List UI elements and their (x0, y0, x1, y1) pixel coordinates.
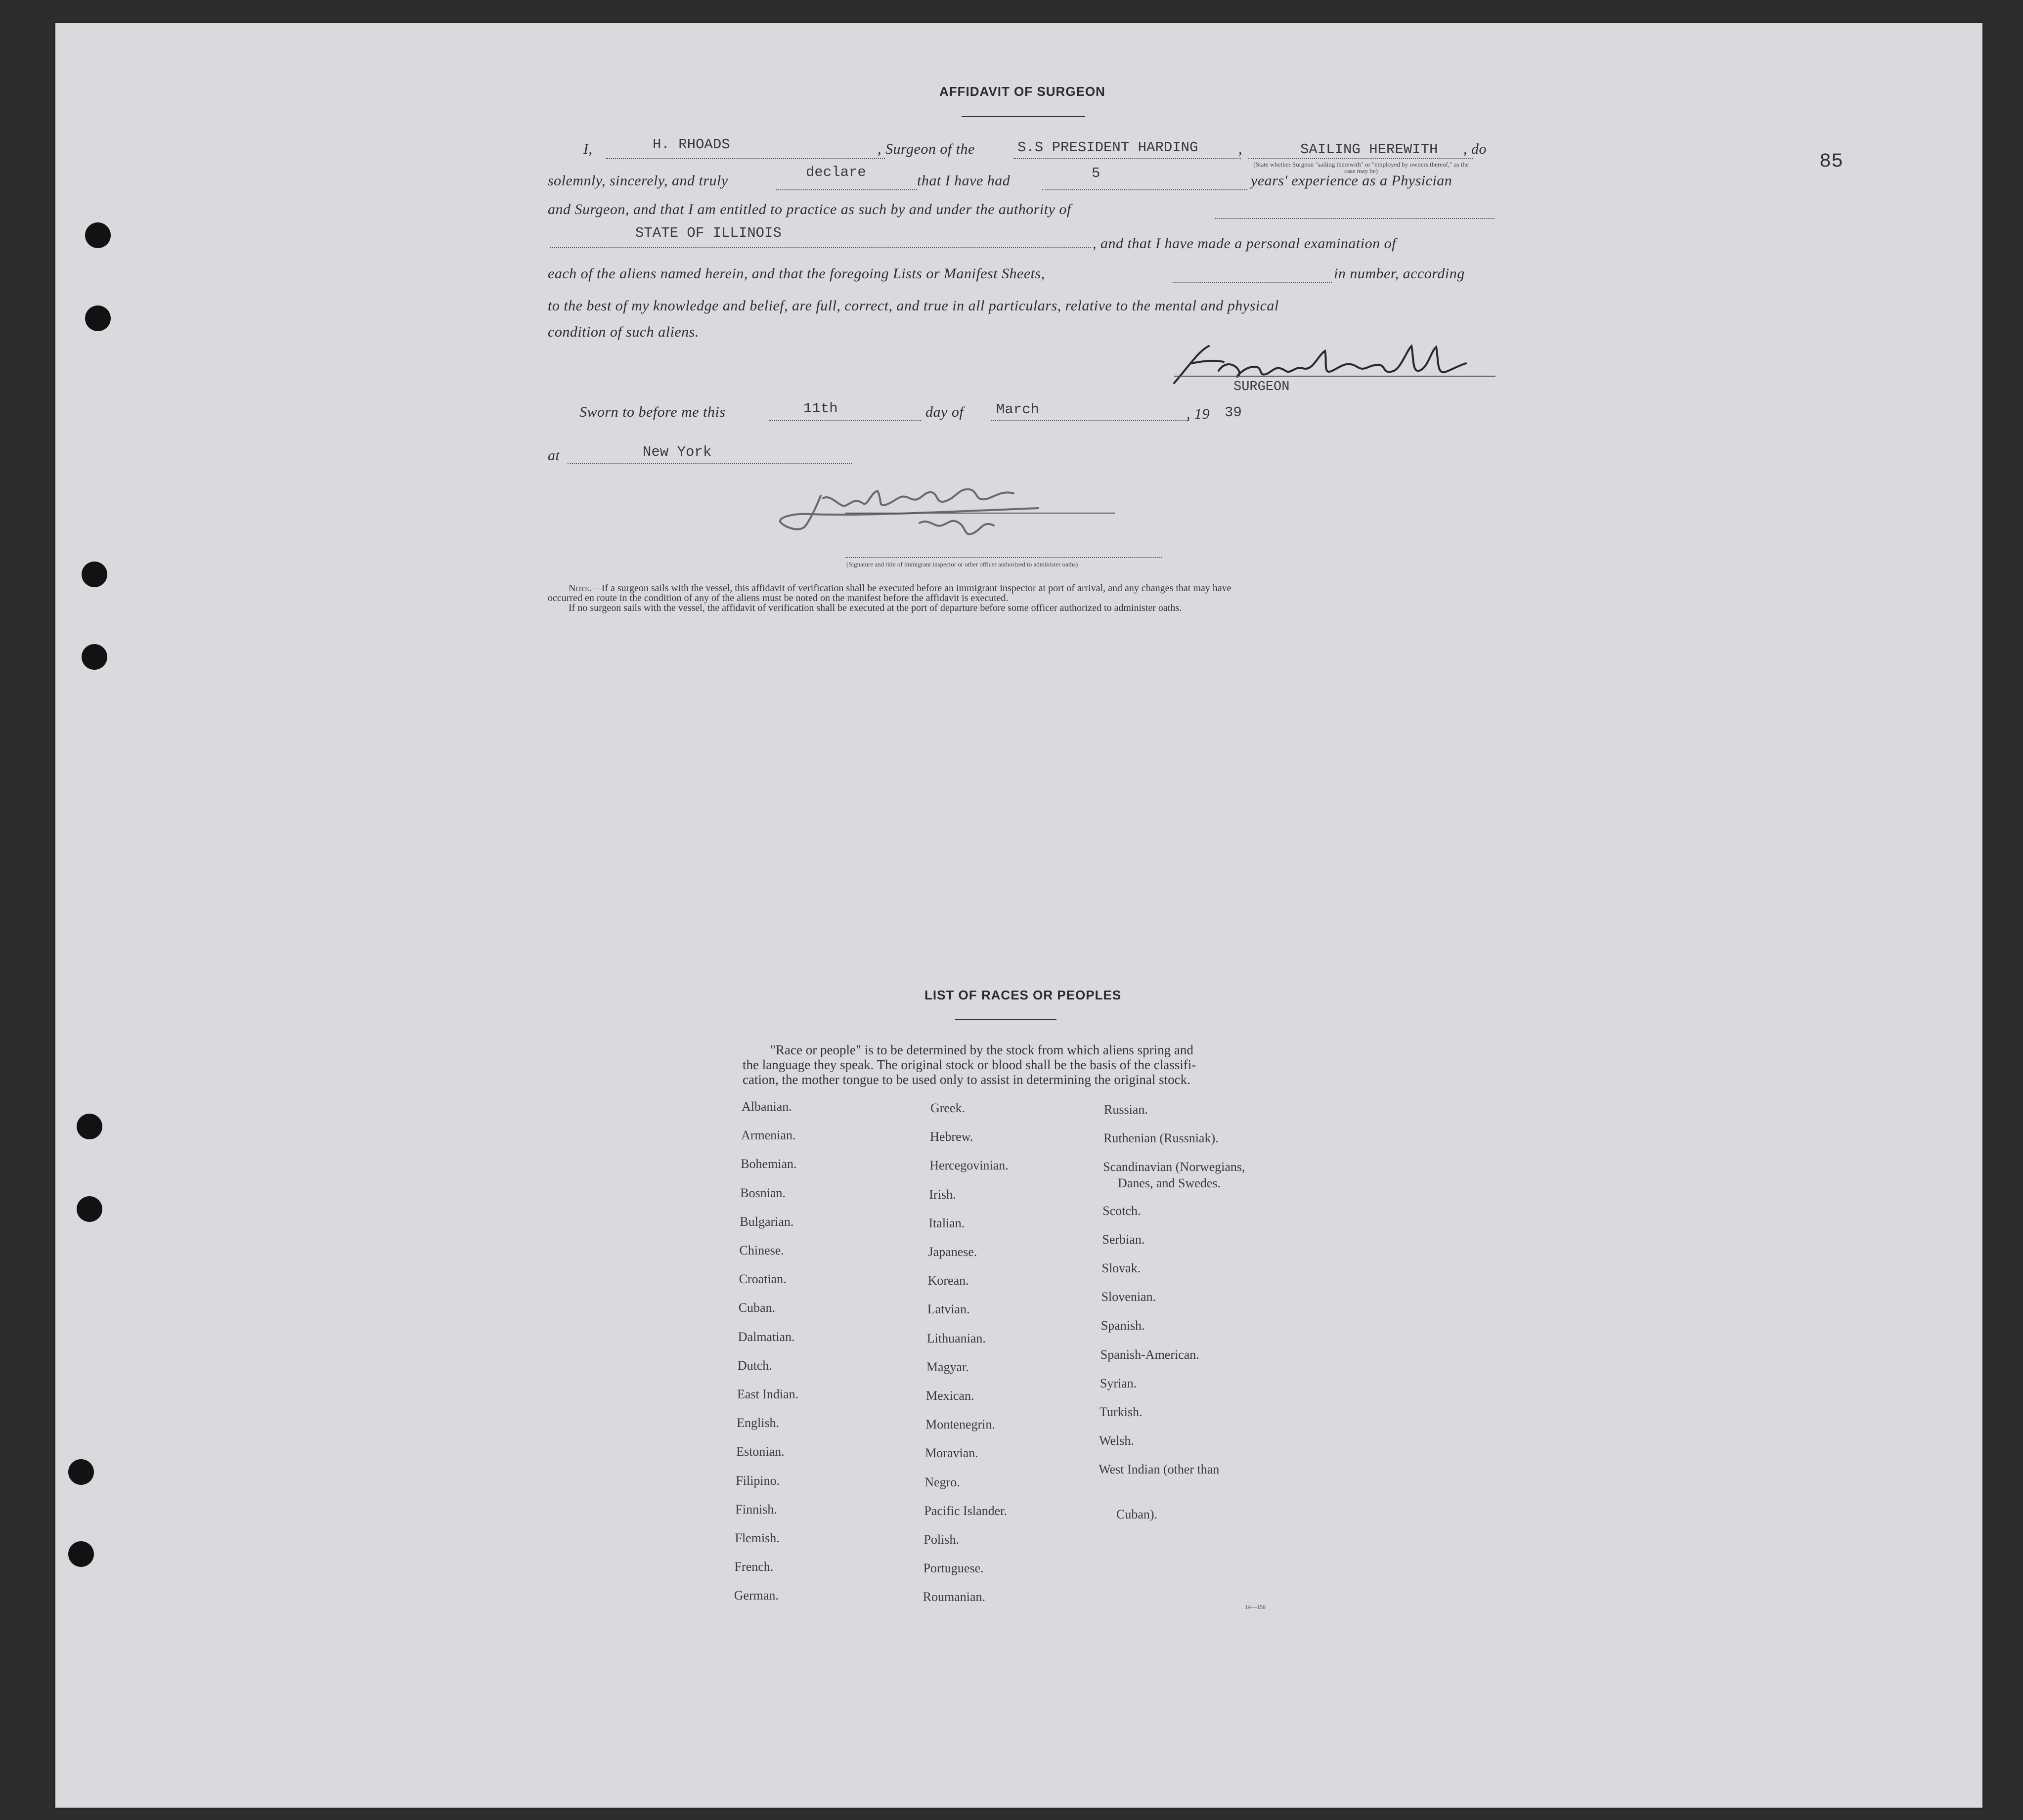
race-item: Dutch. (737, 1358, 772, 1373)
sailing-status-field: SAILING HEREWITH (1300, 141, 1438, 158)
race-item: Negro. (924, 1474, 960, 1489)
race-item: Armenian. (741, 1128, 796, 1143)
affidavit-text: years' experience as a Physician (1251, 173, 1452, 189)
race-item: Turkish. (1099, 1405, 1143, 1419)
note-line (569, 583, 1231, 594)
race-item: Hebrew. (930, 1129, 973, 1144)
race-item: Spanish-American. (1100, 1347, 1199, 1362)
fill-line (1013, 158, 1241, 159)
note-label: Note. (569, 583, 592, 594)
affidavit-text: solemnly, sincerely, and truly (548, 173, 728, 189)
race-item: Montenegrin. (925, 1417, 995, 1432)
binder-hole (68, 1459, 94, 1485)
race-item: Pacific Islander. (924, 1503, 1007, 1518)
binder-hole (85, 222, 111, 248)
race-item: Estonian. (736, 1444, 785, 1459)
years-field: 5 (1092, 165, 1100, 181)
race-item: Bohemian. (741, 1157, 797, 1171)
note-text: —If a surgeon sails with the vessel, this affidavit of verification shall be executed before an immigrant inspector at port of arrival, and any changes that may have (591, 583, 1231, 594)
title-rule (962, 116, 1085, 117)
race-item: Welsh. (1099, 1433, 1134, 1448)
binder-hole (82, 644, 107, 670)
races-intro-line: the language they speak. The original stock or blood shall be the basis of the classifi- (743, 1057, 1196, 1072)
affidavit-title: AFFIDAVIT OF SURGEON (939, 84, 1105, 99)
race-item: Moravian. (925, 1446, 978, 1461)
race-item: Latvian. (927, 1302, 970, 1317)
race-item: Lithuanian. (926, 1331, 986, 1345)
signature-line (845, 513, 1115, 514)
fill-line (550, 247, 1091, 248)
race-item: East Indian. (737, 1387, 799, 1401)
race-item: Japanese. (928, 1245, 977, 1259)
binder-hole (82, 562, 107, 587)
race-item: French. (734, 1560, 774, 1574)
affidavit-text: each of the aliens named herein, and that the foregoing Lists or Manifest Sheets, (548, 265, 1045, 282)
fill-line (1248, 158, 1473, 159)
race-item: Portuguese. (923, 1561, 984, 1576)
race-item: Polish. (924, 1532, 960, 1547)
affidavit-text: condition of such aliens. (548, 324, 699, 340)
race-item: Hercegovinian. (929, 1158, 1009, 1173)
page-number: 85 (1819, 151, 1844, 173)
fill-line (769, 420, 921, 421)
fill-line (1042, 189, 1247, 190)
fill-line (568, 463, 852, 464)
vessel-name-field: S.S PRESIDENT HARDING (1017, 139, 1198, 156)
race-item: Croatian. (739, 1272, 787, 1287)
race-item: Albanian. (742, 1099, 792, 1114)
affidavit-text: , do (1463, 141, 1487, 157)
binder-hole (77, 1196, 102, 1222)
officer-signature (771, 478, 1063, 553)
affidavit-text: that I have had (917, 173, 1011, 189)
race-item: Slovak. (1101, 1261, 1141, 1275)
title-rule (955, 1019, 1056, 1020)
form-number: 14—150 (1245, 1603, 1266, 1610)
sailing-caption: (State whether Surgeon "sailing therewith" or "employed by owners thereof," as the case may be) (1253, 161, 1469, 174)
race-item: Magyar. (926, 1359, 969, 1374)
race-item: West Indian (other than (1099, 1462, 1220, 1477)
binder-hole (77, 1114, 102, 1139)
surgeon-signature (1169, 336, 1476, 390)
fill-line (776, 189, 917, 190)
affidavit-text: , (1238, 141, 1242, 157)
race-item: Greek. (930, 1101, 966, 1115)
race-item: Dalmatian. (738, 1329, 795, 1344)
race-item: Russian. (1104, 1102, 1148, 1117)
fill-line (1173, 282, 1332, 283)
note-text: occurred en route in the condition of any of the aliens must be noted on the manifest before the affidavit is executed. (548, 593, 1009, 604)
surgeon-name-field: H. RHOADS (653, 136, 730, 153)
affidavit-text: I, (583, 141, 593, 157)
race-item: Syrian. (1099, 1376, 1137, 1390)
fill-line (991, 420, 1189, 421)
race-item: Danes, and Swedes. (1118, 1176, 1221, 1191)
race-item: Mexican. (926, 1388, 974, 1403)
binder-hole (85, 305, 111, 331)
place-field: New York (643, 444, 712, 460)
race-item: Finnish. (735, 1502, 777, 1517)
races-title: LIST OF RACES OR PEOPLES (924, 988, 1122, 1002)
race-item: Bosnian. (740, 1185, 786, 1200)
officer-caption: (Signature and title of immigrant inspector or other officer authorized to administer oaths) (846, 561, 1078, 568)
race-item: Cuban. (738, 1300, 776, 1315)
race-item: Spanish. (1100, 1318, 1145, 1333)
affidavit-text: day of (925, 404, 964, 420)
signature-line (1174, 376, 1495, 377)
surgeon-title: SURGEON (1233, 380, 1290, 394)
affidavit-text: and Surgeon, and that I am entitled to practice as such by and under the authority of (548, 201, 1071, 217)
affidavit-text: Sworn to before me this (579, 404, 726, 420)
affidavit-text: at (548, 447, 560, 464)
race-item: Serbian. (1102, 1232, 1145, 1247)
race-item: Korean. (927, 1273, 969, 1288)
fill-line (606, 158, 885, 159)
declare-field: declare (806, 164, 866, 180)
race-item: Slovenian. (1101, 1290, 1156, 1304)
sworn-day-field: 11th (803, 400, 838, 417)
binder-hole (68, 1541, 94, 1567)
authority-field: STATE OF ILLINOIS (635, 225, 782, 241)
race-item: English. (737, 1416, 780, 1430)
race-item: Cuban). (1116, 1507, 1158, 1522)
race-item: Flemish. (735, 1531, 780, 1545)
race-item: Filipino. (736, 1473, 780, 1488)
sworn-month-field: March (996, 401, 1040, 418)
race-item: Irish. (929, 1187, 956, 1202)
races-intro-line: cation, the mother tongue to be used only to assist in determining the original stock. (743, 1072, 1190, 1087)
races-intro-line: "Race or people" is to be determined by the stock from which aliens spring and (770, 1042, 1193, 1057)
race-item: Scotch. (1102, 1203, 1141, 1218)
affidavit-text: , and that I have made a personal examination of (1093, 235, 1396, 252)
race-item: Scandinavian (Norwegians, (1103, 1160, 1245, 1174)
fill-line (1215, 218, 1495, 219)
race-item: Bulgarian. (740, 1214, 794, 1229)
race-item: German. (734, 1588, 779, 1603)
race-item: Ruthenian (Russniak). (1103, 1131, 1219, 1146)
race-item: Italian. (928, 1215, 965, 1230)
affidavit-text: in number, according (1334, 265, 1465, 282)
note-text: If no surgeon sails with the vessel, the affidavit of verification shall be executed at the port of departure before some officer authorized to administer oaths. (569, 603, 1182, 613)
officer-line (845, 557, 1162, 558)
affidavit-text: , 19 (1187, 406, 1210, 422)
affidavit-text: to the best of my knowledge and belief, are full, correct, and true in all particulars, relative to the mental and physical (548, 298, 1279, 314)
affidavit-text: , Surgeon of the (878, 141, 975, 157)
race-item: Chinese. (739, 1243, 784, 1257)
sworn-year-field: 39 (1225, 404, 1242, 421)
race-item: Roumanian. (923, 1590, 986, 1604)
document-page (55, 23, 1982, 1808)
